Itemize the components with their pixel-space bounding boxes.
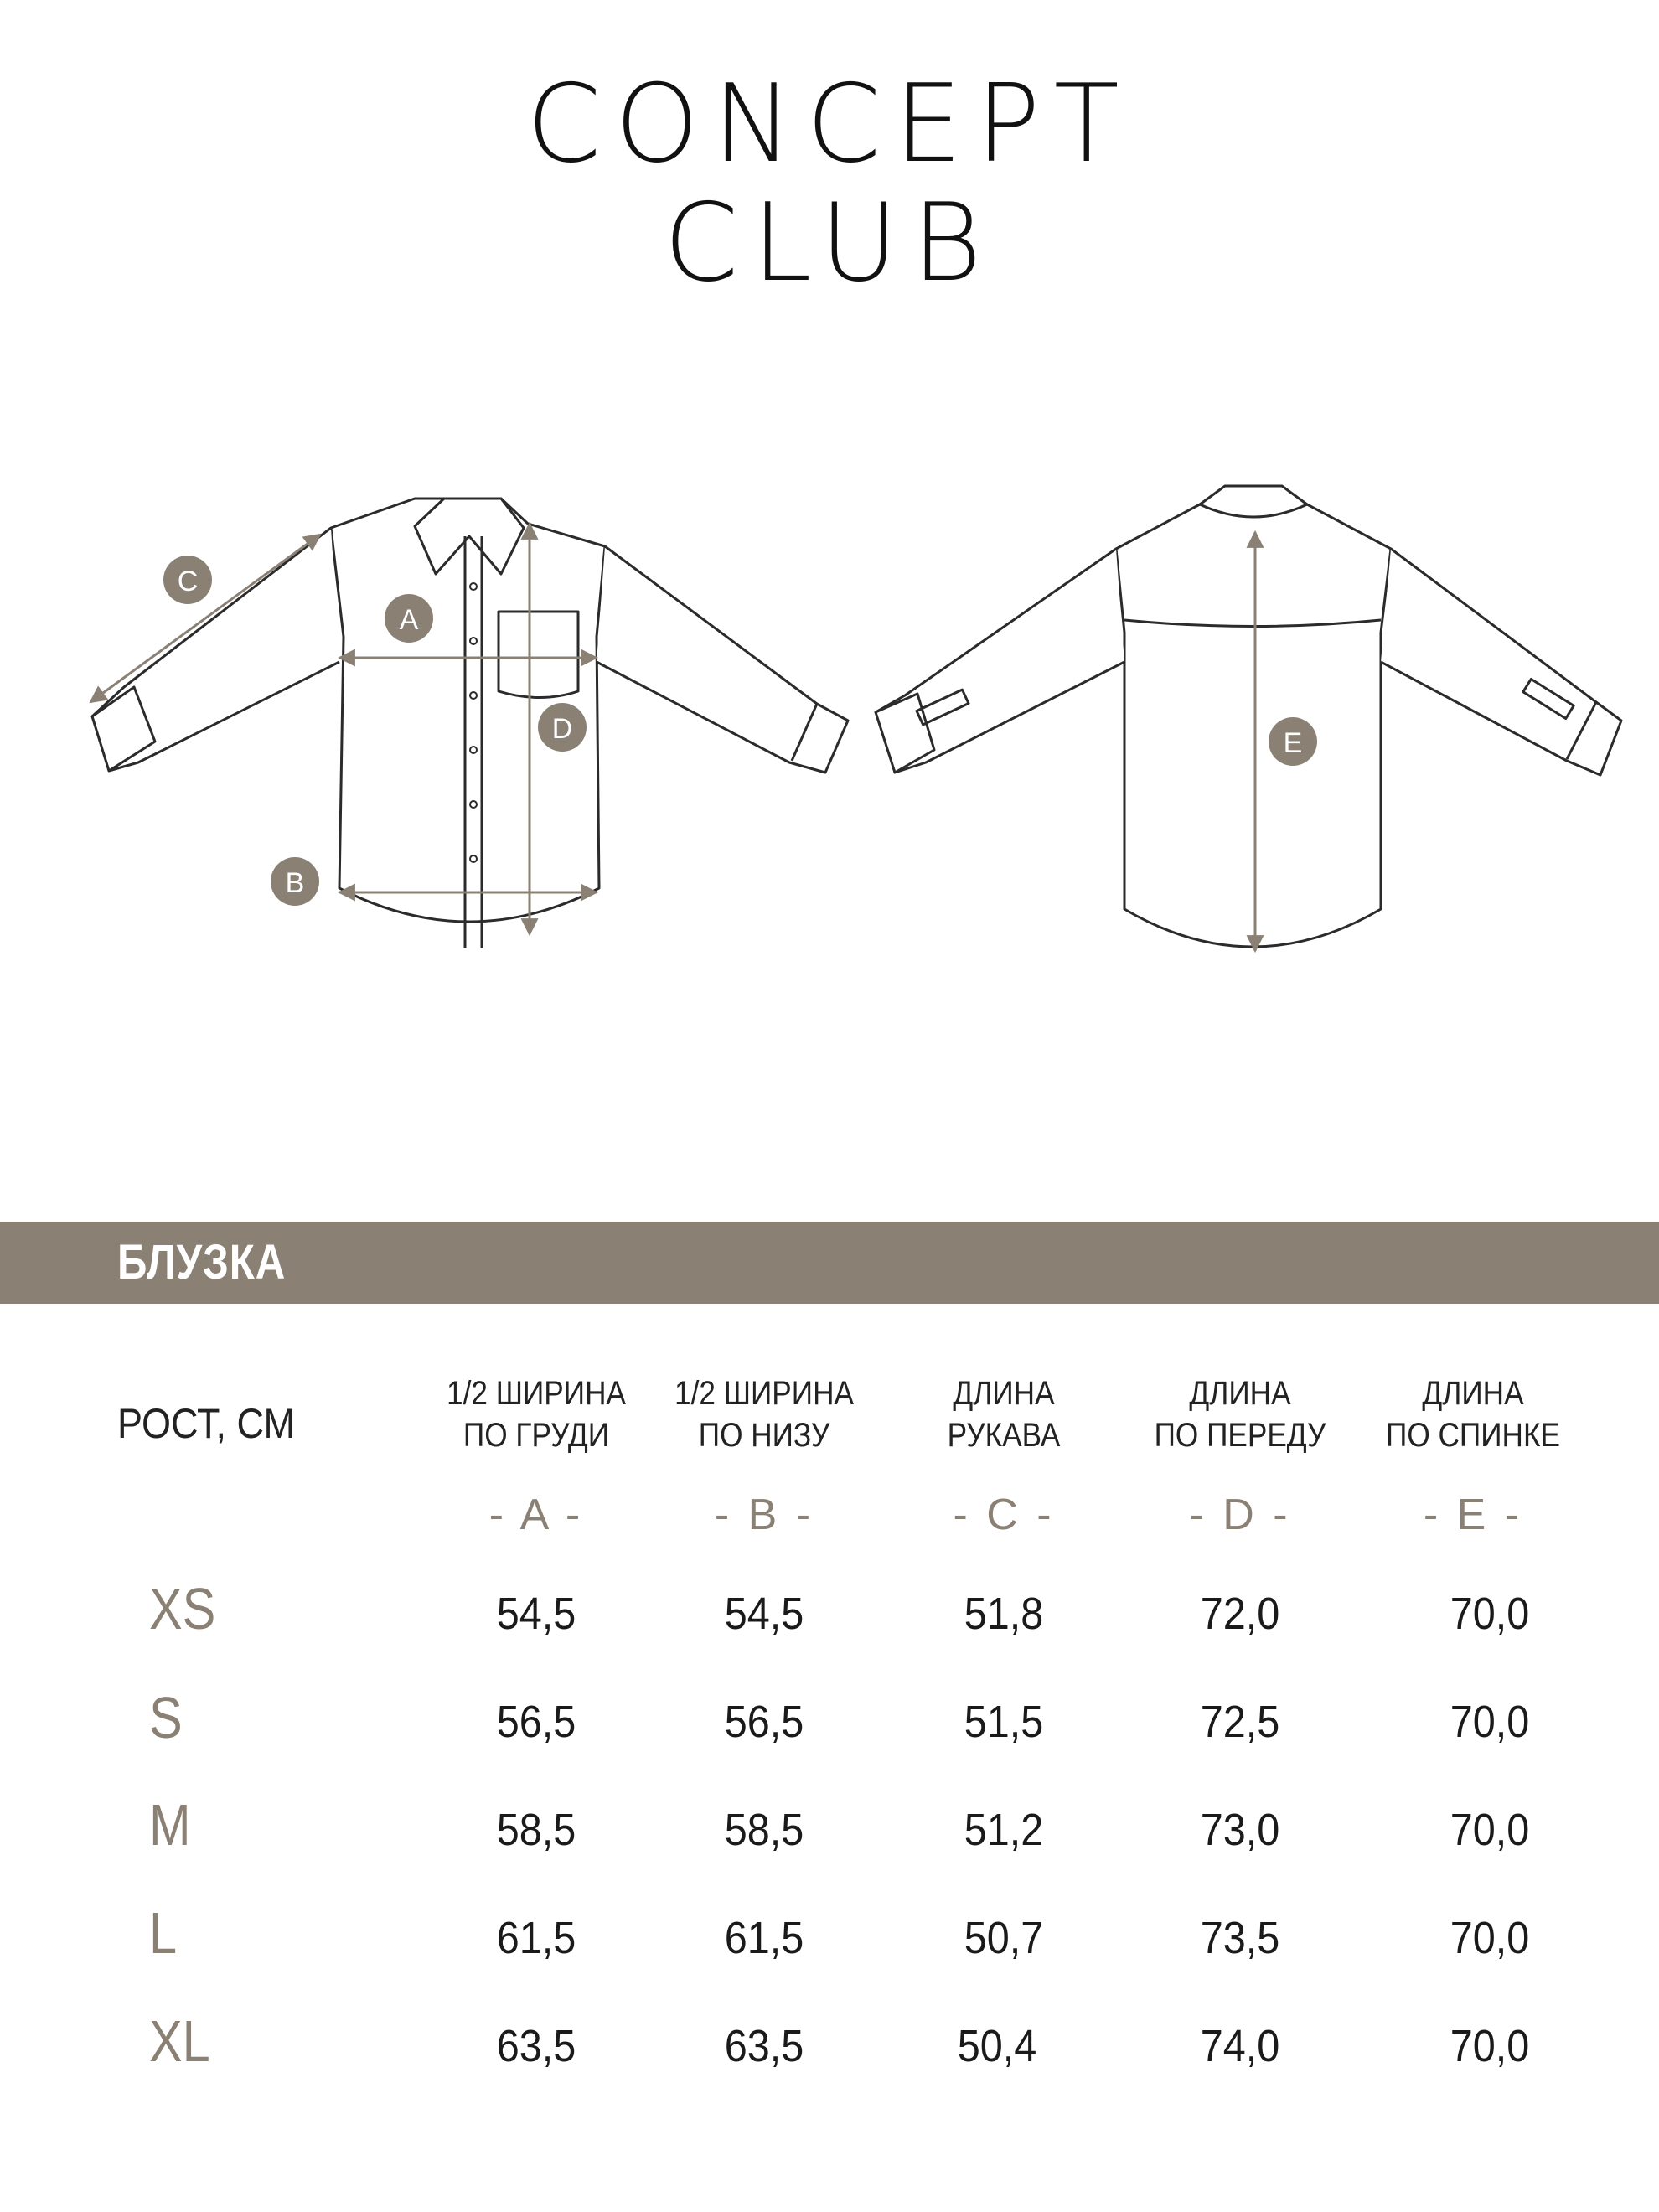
value-cell: 50,4	[957, 2021, 1037, 2071]
value-cell: 72,0	[1200, 1589, 1280, 1639]
back-shirt-drawing	[876, 486, 1621, 947]
value-cell: 54,5	[496, 1589, 576, 1639]
value-cell: 70,0	[1450, 1589, 1530, 1639]
column-header-d-line2: ПО ПЕРЕДУ	[1154, 1417, 1326, 1454]
value-cell: 61,5	[724, 1913, 804, 1963]
value-cell: 70,0	[1450, 1913, 1530, 1963]
size-label: S	[149, 1685, 183, 1750]
value-cell: 50,7	[964, 1913, 1044, 1963]
value-cell: 63,5	[724, 2021, 804, 2071]
size-label: XL	[149, 2008, 210, 2074]
column-letter-d: - D -	[1189, 1491, 1291, 1539]
value-cell: 70,0	[1450, 1697, 1530, 1747]
column-header-a-line2: ПО ГРУДИ	[463, 1417, 610, 1454]
value-cell: 54,5	[724, 1589, 804, 1639]
column-header-e-line2: ПО СПИНКЕ	[1386, 1417, 1560, 1454]
value-cell: 73,0	[1200, 1805, 1280, 1855]
value-cell: 63,5	[496, 2021, 576, 2071]
value-cell: 51,8	[964, 1589, 1044, 1639]
value-cell: 56,5	[496, 1697, 576, 1747]
column-header-c-line2: РУКАВА	[947, 1417, 1061, 1454]
label-d: D	[551, 713, 573, 745]
column-header-d-line1: ДЛИНА	[1189, 1375, 1291, 1412]
label-c: C	[177, 566, 199, 597]
column-header-e	[1377, 1372, 1569, 1456]
section-header	[0, 1222, 1659, 1304]
label-c-marker	[163, 556, 212, 604]
column-letter-c: - C -	[953, 1491, 1055, 1539]
value-cell: 70,0	[1450, 1805, 1530, 1855]
column-header-e-line1: ДЛИНА	[1422, 1375, 1524, 1412]
value-cell: 61,5	[496, 1913, 576, 1963]
value-cell: 51,5	[964, 1697, 1044, 1747]
column-header-c	[908, 1372, 1100, 1456]
label-b: B	[285, 867, 305, 899]
column-header-d	[1145, 1372, 1336, 1456]
row-header: РОСТ, СМ	[117, 1400, 296, 1447]
section-title: БЛУЗКА	[117, 1235, 287, 1289]
size-label: L	[149, 1900, 178, 1966]
value-cell: 73,5	[1200, 1913, 1280, 1963]
value-cell: 74,0	[1200, 2021, 1280, 2071]
column-header-b	[669, 1372, 861, 1456]
value-cell: 58,5	[496, 1805, 576, 1855]
label-a-marker	[385, 594, 433, 643]
value-cell: 56,5	[724, 1697, 804, 1747]
column-header-b-line2: ПО НИЗУ	[698, 1417, 830, 1454]
label-a: A	[399, 604, 419, 636]
column-header-c-line1: ДЛИНА	[953, 1375, 1055, 1412]
label-b-marker	[271, 857, 319, 906]
value-cell: 51,2	[964, 1805, 1044, 1855]
column-header-b-line1: 1/2 ШИРИНА	[674, 1375, 854, 1412]
label-d-marker	[538, 703, 587, 752]
garment-diagram	[0, 452, 1659, 1005]
column-letter-a: - A -	[488, 1491, 584, 1539]
column-header-a	[441, 1372, 633, 1456]
brand-line-1: CONCEPT	[526, 62, 1133, 187]
label-e-marker	[1269, 717, 1317, 766]
column-letter-e: - E -	[1423, 1491, 1523, 1539]
column-header-a-line1: 1/2 ШИРИНА	[447, 1375, 626, 1412]
size-label: M	[149, 1792, 191, 1858]
brand-line-2: CLUB	[664, 181, 995, 306]
value-cell: 72,5	[1200, 1697, 1280, 1747]
size-label: XS	[149, 1576, 216, 1641]
label-e: E	[1283, 727, 1303, 759]
column-letter-b: - B -	[714, 1491, 814, 1539]
value-cell: 70,0	[1450, 2021, 1530, 2071]
value-cell: 58,5	[724, 1805, 804, 1855]
brand-logo	[0, 62, 1659, 306]
